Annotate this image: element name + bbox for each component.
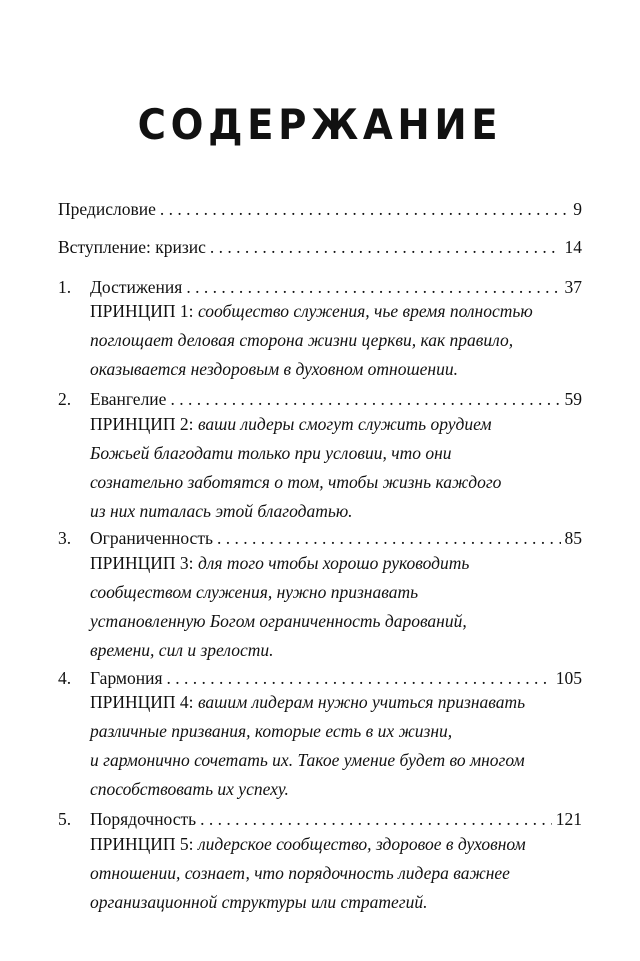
- principle-heading: ПРИНЦИП 1:: [90, 301, 194, 321]
- principle-text-line: оказывается нездоровым в духовном отношении.: [90, 359, 458, 379]
- principle-text-line: сообщество служения, чье время полностью: [197, 301, 533, 321]
- principle-text-line: сознательно заботятся о том, чтобы жизнь каждого: [90, 472, 502, 492]
- leader-dots: [217, 525, 561, 551]
- leader-dots: [210, 234, 561, 260]
- principle-text-line: различные призвания, которые есть в их жизни,: [90, 721, 453, 741]
- principle-text-line: из них питалась этой благодатью.: [90, 501, 353, 521]
- principle-text-line: для того чтобы хорошо руководить: [197, 553, 470, 573]
- toc-page-number: 105: [555, 668, 582, 688]
- toc-entry-label: Ограниченность: [90, 528, 213, 548]
- principle-text-line: организационной структуры или стратегий.: [90, 892, 428, 912]
- principle-text-line: времени, сил и зрелости.: [90, 640, 274, 660]
- principle-text-line: вашим лидерам нужно учиться признавать: [197, 692, 526, 712]
- toc-entry-label: Вступление: кризис: [58, 237, 206, 257]
- toc-entry-foreword[interactable]: [58, 196, 582, 222]
- principle-3: [90, 549, 590, 665]
- page-title: СОДЕРЖАНИЕ: [137, 100, 503, 149]
- principle-text-line: отношении, сознает, что порядочность лидера важнее: [90, 863, 510, 883]
- leader-dots: [160, 196, 569, 222]
- leader-dots: [170, 386, 560, 412]
- principle-text-line: способствовать их успеху.: [90, 779, 289, 799]
- toc-page-number: 121: [555, 809, 582, 829]
- chapter-number: 5.: [58, 809, 72, 829]
- principle-heading: ПРИНЦИП 5:: [90, 834, 194, 854]
- principle-5: [90, 830, 590, 917]
- chapter-number: 1.: [58, 277, 72, 297]
- toc-page-number: 85: [564, 528, 582, 548]
- toc-entry-chapter-5[interactable]: [58, 806, 582, 832]
- principle-4: [90, 688, 590, 804]
- toc-entry-label: Гармония: [90, 668, 163, 688]
- toc-page-number: 14: [564, 237, 582, 257]
- principle-2: [90, 410, 590, 526]
- chapter-number: 2.: [58, 389, 72, 409]
- principle-heading: ПРИНЦИП 2:: [90, 414, 194, 434]
- toc-entry-label: Достижения: [90, 277, 183, 297]
- principle-text-line: ваши лидеры смогут служить орудием: [197, 414, 492, 434]
- principle-text-line: лидерское сообщество, здоровое в духовном: [197, 834, 526, 854]
- chapter-number: 3.: [58, 528, 72, 548]
- toc-entry-label: Предисловие: [58, 199, 156, 219]
- principle-text-line: Божьей благодати только при условии, что они: [90, 443, 452, 463]
- principle-heading: ПРИНЦИП 3:: [90, 553, 194, 573]
- principle-text-line: поглощает деловая сторона жизни церкви, как правило,: [90, 330, 514, 350]
- principle-heading: ПРИНЦИП 4:: [90, 692, 194, 712]
- toc-entry-chapter-3[interactable]: [58, 525, 582, 551]
- principle-text-line: сообществом служения, нужно признавать: [90, 582, 419, 602]
- principle-1: [90, 297, 590, 384]
- principle-text-line: установленную Богом ограниченность дарований,: [90, 611, 467, 631]
- toc-entry-label: Евангелие: [90, 389, 167, 409]
- chapter-number: 4.: [58, 668, 72, 688]
- toc-entry-label: Порядочность: [90, 809, 197, 829]
- toc-page-number: 59: [564, 389, 582, 409]
- toc-entry-chapter-2[interactable]: [58, 386, 582, 412]
- principle-text-line: и гармонично сочетать их. Такое умение будет во многом: [90, 750, 525, 770]
- toc-entry-introduction[interactable]: [58, 234, 582, 260]
- toc-page-number: 9: [573, 199, 582, 219]
- leader-dots: [200, 806, 552, 832]
- toc-page-number: 37: [564, 277, 582, 297]
